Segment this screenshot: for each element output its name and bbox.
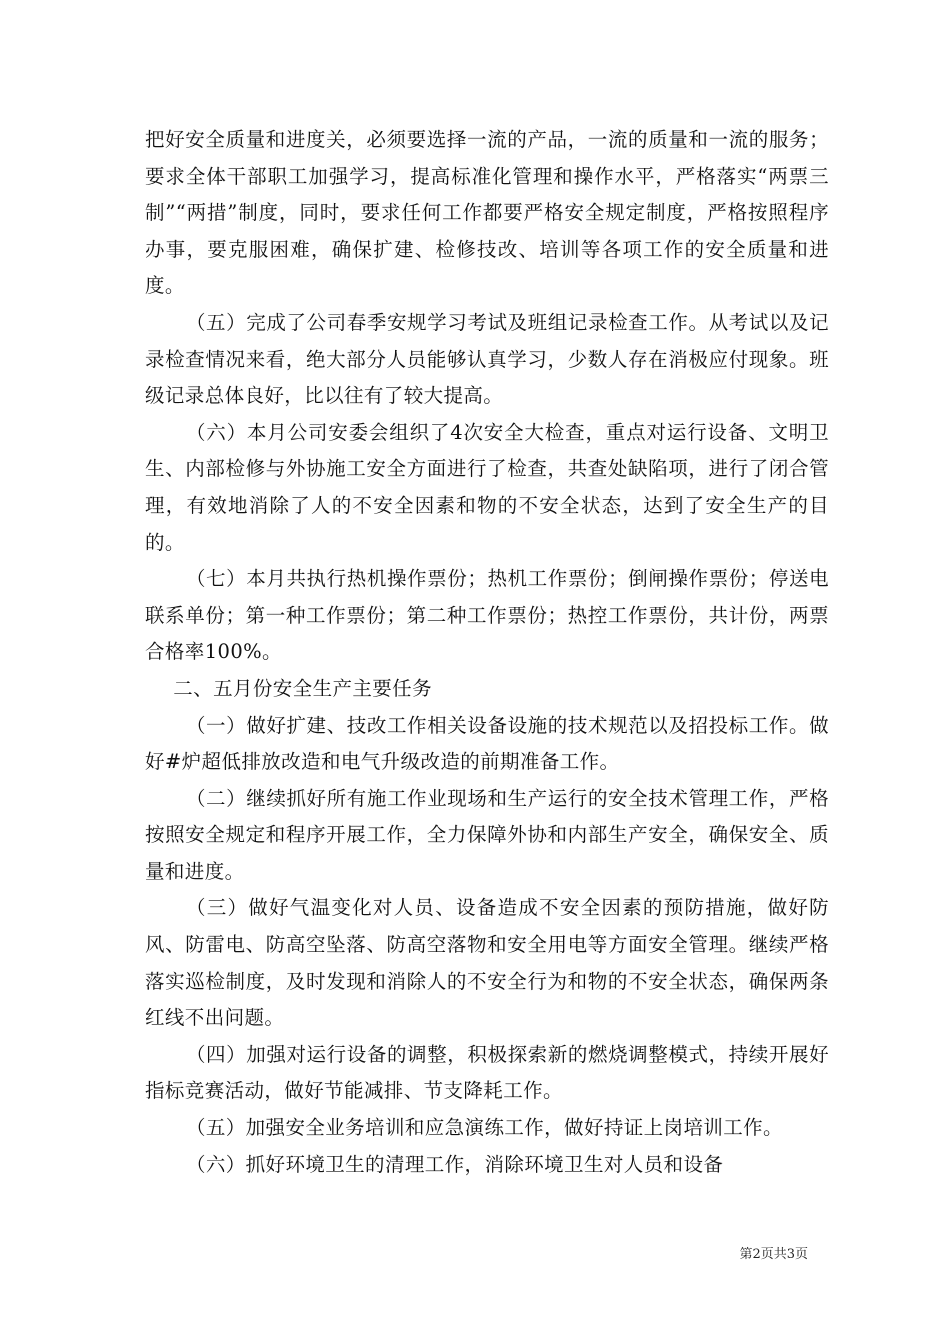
- paragraph-item-6-inspection: （六）本月公司安委会组织了4次安全大检查，重点对运行设备、文明卫生、内部检修与外协施工安全方面进行了检查，共查处缺陷项，进行了闭合管理，有效地消除了人的不安全因素和物的不安全状态，达到了安全生产的目的。: [145, 420, 829, 554]
- document-body: [145, 122, 829, 1183]
- paragraph-task-2: （二）继续抓好所有施工作业现场和生产运行的安全技术管理工作，严格按照安全规定和程序开展工作，全力保障外协和内部生产安全，确保安全、质量和进度。: [145, 786, 829, 883]
- section-heading-may-tasks: 二、五月份安全生产主要任务: [173, 676, 432, 700]
- paragraph-task-4: （四）加强对运行设备的调整，积极探索新的燃烧调整模式，持续开展好指标竞赛活动，做好节能减排、节支降耗工作。: [145, 1042, 829, 1103]
- paragraph-continuation: 把好安全质量和进度关，必须要选择一流的产品，一流的质量和一流的服务；要求全体干部职工加强学习，提高标准化管理和操作水平，严格落实“两票三制”“两措”制度，同时，要求任何工作都要严格安全规定制度，严格按照程序办事，要克服困难，确保扩建、检修技改、培训等各项工作的安全质量和进度。: [145, 128, 829, 298]
- paragraph-task-5: （五）加强安全业务培训和应急演练工作，做好持证上岗培训工作。: [185, 1116, 783, 1140]
- paragraph-item-7-tickets: （七）本月共执行热机操作票份；热机工作票份；倒闸操作票份；停送电联系单份；第一种工作票份；第二种工作票份；热控工作票份，共计份，两票合格率100%。: [145, 567, 829, 664]
- page-number-footer: 第2页共3页: [739, 1247, 808, 1262]
- paragraph-task-3: （三）做好气温变化对人员、设备造成不安全因素的预防措施，做好防风、防雷电、防高空坠落、防高空落物和安全用电等方面安全管理。继续严格落实巡检制度，及时发现和消除人的不安全行为和物的不安全状态，确保两条红线不出问题。: [145, 896, 829, 1030]
- paragraph-task-1: （一）做好扩建、技改工作相关设备设施的技术规范以及招投标工作。做好#炉超低排放改造和电气升级改造的前期准备工作。: [145, 713, 829, 774]
- paragraph-item-5-exam: （五）完成了公司春季安规学习考试及班组记录检查工作。从考试以及记录检查情况来看，绝大部分人员能够认真学习，少数人存在消极应付现象。班级记录总体良好，比以往有了较大提高。: [145, 310, 829, 408]
- paragraph-task-6: （六）抓好环境卫生的清理工作，消除环境卫生对人员和设备: [185, 1152, 724, 1176]
